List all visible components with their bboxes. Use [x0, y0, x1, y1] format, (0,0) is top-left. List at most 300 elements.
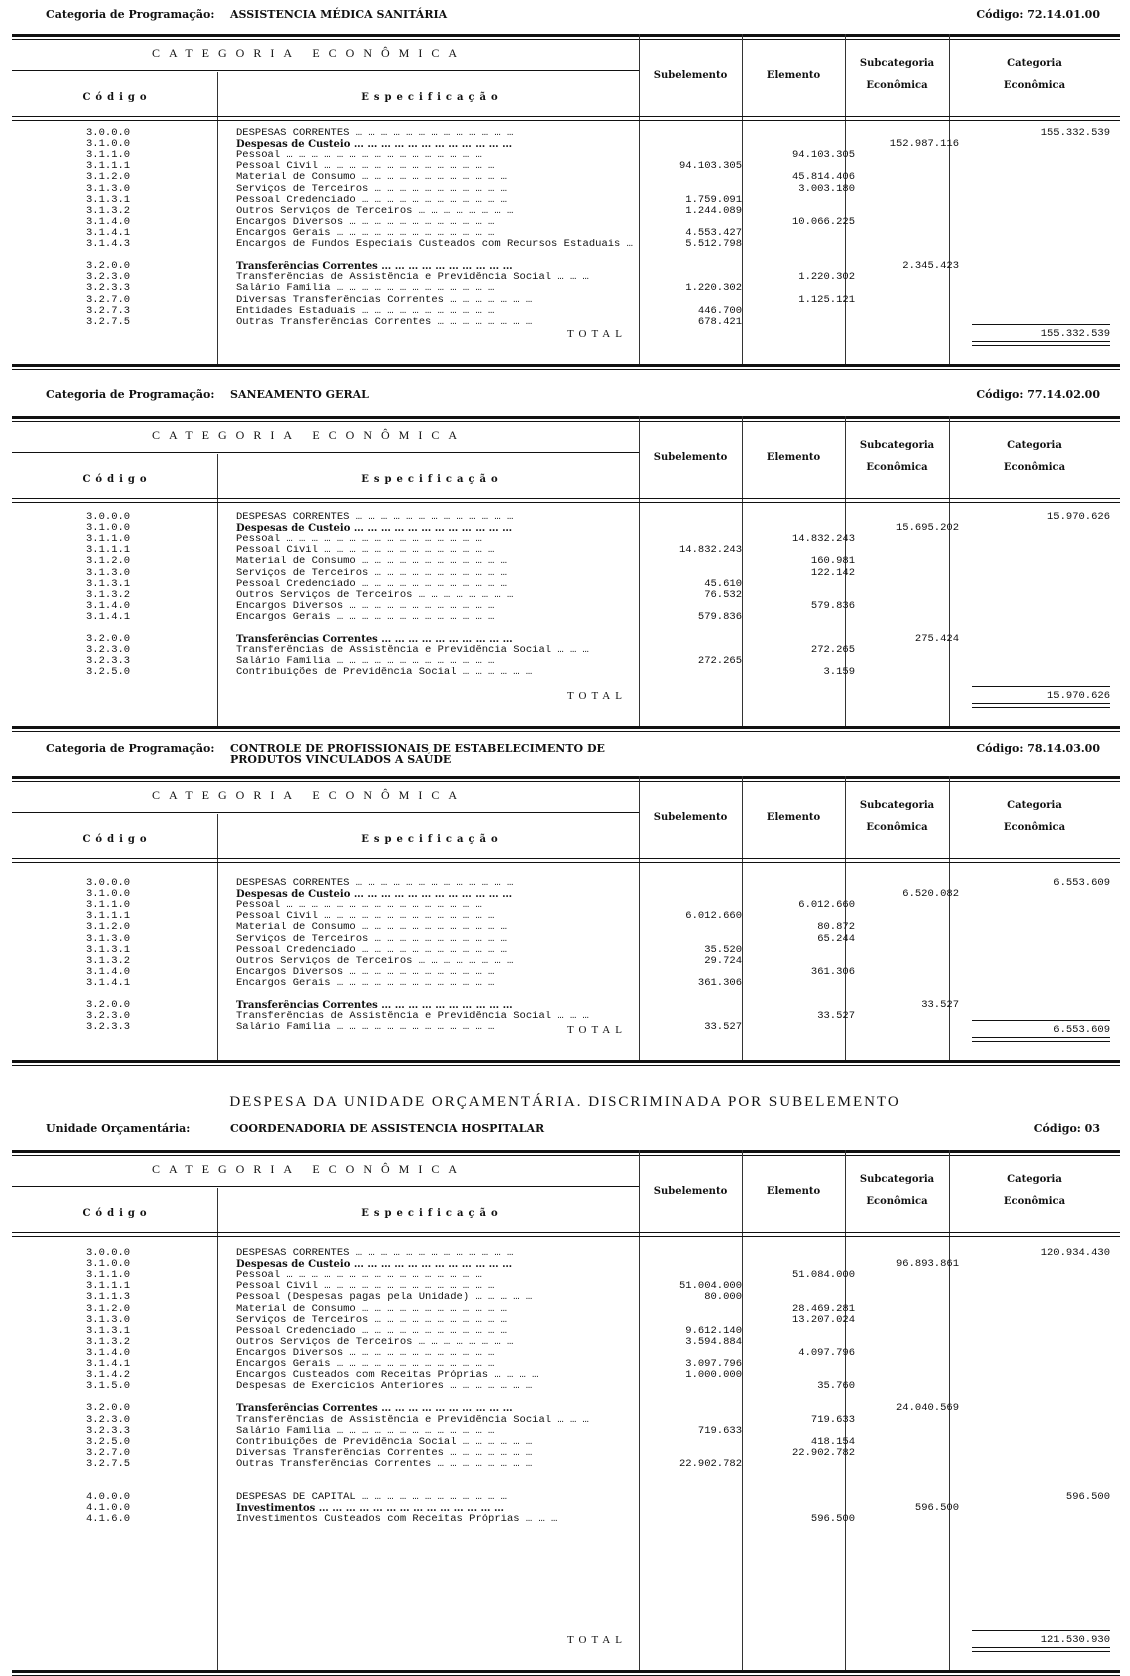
table-row [12, 911, 1120, 922]
row-code: 3.1.3.1 [86, 577, 131, 590]
row-elemento: 13.207.024 [791, 1313, 855, 1326]
table-row [12, 889, 1120, 900]
categoria-header-2: Econômica [1003, 462, 1066, 473]
row-subelemento: 4.553.427 [685, 226, 742, 239]
row-code: 3.1.2.0 [86, 921, 131, 934]
row-description-bold: Transferências Correntes … … … … … … … … … … [236, 261, 513, 273]
row-description: Material de Consumo … … … … … … … … … … … … [236, 172, 507, 184]
table-bottom-rule-thin [12, 369, 1120, 370]
table-row [12, 922, 1120, 933]
table-row [12, 306, 1120, 317]
codigo-header: Código [82, 474, 152, 485]
row-code: 3.1.1.3 [86, 1291, 131, 1304]
program-category-header [0, 8, 1130, 24]
subcategoria-header-2: Econômica [866, 80, 928, 91]
row-description: DESPESAS CORRENTES … … … … … … … … … … … … … [236, 878, 514, 889]
header-bottom-rule-2 [12, 120, 1120, 121]
row-description: Pessoal Civil … … … … … … … … … … … … … … [236, 545, 495, 557]
row-description: Salário Família … … … … … … … … … … … … … [236, 1022, 495, 1034]
row-elemento: 6.012.660 [798, 899, 855, 912]
row-code: 3.1.1.0 [86, 149, 131, 162]
table-row [12, 1348, 1120, 1359]
total-label: TOTAL [567, 690, 627, 702]
row-elemento: 1.220.302 [798, 271, 855, 284]
especificacao-header: Especificação [361, 1208, 503, 1219]
row-code: 3.1.0.0 [86, 522, 131, 535]
row-description: Encargos Gerais … … … … … … … … … … … … … [236, 611, 495, 623]
table-row [12, 195, 1120, 206]
row-code: 3.1.4.0 [86, 599, 131, 612]
budget-table [12, 416, 1120, 726]
row-categoria: 120.934.430 [1040, 1247, 1110, 1259]
table-row [12, 150, 1120, 161]
row-elemento: 1.125.121 [798, 293, 855, 306]
subelemento-header: Subelemento [653, 452, 728, 463]
row-description-bold: Transferências Correntes … … … … … … … … … … [236, 1403, 513, 1415]
table-row [12, 556, 1120, 567]
table-row [12, 228, 1120, 239]
header-bottom-rule-2 [12, 1236, 1120, 1237]
categoria-header: Categoria [1007, 440, 1062, 451]
category-subrule [12, 452, 639, 453]
table-row [12, 1000, 1120, 1011]
row-description: Pessoal (Despesas pagas pela Unidade) … … … … … [236, 1292, 533, 1304]
row-code: 4.0.0.0 [86, 1491, 131, 1504]
row-elemento: 596.500 [810, 1513, 855, 1526]
row-description: Serviços de Terceiros … … … … … … … … … … … [236, 567, 507, 579]
row-description: Pessoal Civil … … … … … … … … … … … … … … [236, 1281, 495, 1293]
table-row [12, 1403, 1120, 1414]
row-description: DESPESAS CORRENTES … … … … … … … … … … … … … [236, 512, 514, 523]
table-row [12, 601, 1120, 612]
row-subcategoria: 24.040.569 [895, 1402, 959, 1415]
categoria-economica-title: CATEGORIA ECONÔMICA [152, 788, 467, 802]
total-value: 15.970.626 [972, 686, 1110, 702]
row-code: 3.0.0.0 [86, 127, 131, 139]
page-banner-title: DESPESA DA UNIDADE ORÇAMENTÁRIA. DISCRIMINADA POR SUBELEMENTO [229, 1094, 901, 1110]
row-elemento: 94.103.305 [791, 149, 855, 162]
codigo-header: Código [82, 834, 152, 845]
program-category-label: Categoria de Programação: [46, 8, 215, 21]
row-code: 3.0.0.0 [86, 877, 131, 889]
row-description: Salário Família … … … … … … … … … … … … … [236, 656, 495, 668]
header-bottom-rule [12, 1232, 1120, 1233]
row-description: Material de Consumo … … … … … … … … … … … … [236, 556, 507, 568]
row-description: Encargos Gerais … … … … … … … … … … … … … [236, 227, 495, 239]
row-code: 4.1.6.0 [86, 1513, 131, 1526]
categoria-economica-title: CATEGORIA ECONÔMICA [152, 46, 467, 60]
table-row [12, 1281, 1120, 1292]
row-code: 3.2.7.0 [86, 1446, 131, 1459]
row-description: Contribuições de Previdência Social … … … … … … [236, 1436, 533, 1448]
category-subrule [12, 70, 639, 71]
table-bottom-rule-thin [12, 1065, 1120, 1066]
row-description: Serviços de Terceiros … … … … … … … … … … … [236, 1314, 507, 1326]
row-elemento: 272.265 [810, 644, 855, 657]
row-description: DESPESAS DE CAPITAL … … … … … … … … … … … … [236, 1492, 507, 1504]
row-description: Serviços de Terceiros … … … … … … … … … … … [236, 183, 507, 195]
table-row [12, 1470, 1120, 1481]
row-description: Material de Consumo … … … … … … … … … … … … [236, 1303, 507, 1315]
row-code: 3.2.3.3 [86, 1021, 131, 1034]
row-description: Pessoal … … … … … … … … … … … … … … … … [236, 150, 482, 162]
row-subcategoria: 33.527 [921, 999, 959, 1012]
row-subcategoria: 15.695.202 [895, 522, 959, 535]
program-category-label: Categoria de Programação: [46, 742, 215, 755]
row-code: 3.2.5.0 [86, 1435, 131, 1448]
table-top-rule [12, 776, 1120, 779]
row-subelemento: 76.532 [704, 588, 742, 601]
table-row [12, 317, 1120, 328]
row-elemento: 4.097.796 [798, 1346, 855, 1359]
row-subelemento: 33.527 [704, 1021, 742, 1034]
table-row [12, 272, 1120, 283]
categoria-header: Categoria [1007, 1174, 1062, 1185]
row-description-bold: Despesas de Custeio … … … … … … … … … … … … [236, 523, 513, 535]
table-top-rule-thin [12, 421, 1120, 422]
table-top-rule [12, 416, 1120, 419]
program-category-name-line2: PRODUTOS VINCULADOS A SAÚDE [230, 753, 452, 766]
row-code: 3.1.3.1 [86, 1324, 131, 1337]
row-description: Transferências de Assistência e Previdência Social … … … [236, 1414, 589, 1426]
table-row [12, 1426, 1120, 1437]
row-subelemento: 719.633 [697, 1424, 742, 1437]
row-code: 3.1.1.1 [86, 910, 131, 923]
row-code: 3.1.0.0 [86, 138, 131, 151]
row-description: Outros Serviços de Terceiros … … … … … … … … [236, 955, 514, 967]
row-subcategoria: 275.424 [914, 633, 959, 646]
row-description: Serviços de Terceiros … … … … … … … … … … … [236, 933, 507, 945]
program-category-name: CONTROLE DE PROFISSIONAIS DE ESTABELECIMENTO DE [230, 742, 605, 755]
row-elemento: 719.633 [810, 1413, 855, 1426]
header-bottom-rule [12, 498, 1120, 499]
table-bottom-rule [12, 726, 1120, 729]
row-description: Salário Família … … … … … … … … … … … … … [236, 283, 495, 295]
row-description: Outras Transferências Correntes … … … … … … … … [236, 1458, 533, 1470]
codigo-header: Código [82, 1208, 152, 1219]
row-code: 3.2.3.0 [86, 1413, 131, 1426]
row-elemento: 80.872 [817, 921, 855, 934]
subcategoria-header: Subcategoria [859, 58, 935, 69]
row-description-bold: Transferências Correntes … … … … … … … … … … [236, 634, 513, 646]
row-subcategoria: 596.500 [914, 1502, 959, 1515]
table-row [12, 1503, 1120, 1514]
row-elemento: 33.527 [817, 1010, 855, 1023]
table-row [12, 956, 1120, 967]
row-subelemento: 22.902.782 [678, 1457, 742, 1470]
row-description-bold: Despesas de Custeio … … … … … … … … … … … … [236, 1259, 513, 1271]
row-code: 3.2.0.0 [86, 260, 131, 273]
row-subelemento: 14.832.243 [678, 544, 742, 557]
row-description: Encargos Diversos … … … … … … … … … … … … [236, 216, 495, 228]
row-description: Pessoal … … … … … … … … … … … … … … … … [236, 1270, 482, 1282]
subcategoria-header-2: Econômica [866, 822, 928, 833]
table-row [12, 612, 1120, 623]
row-description: Pessoal Credenciado … … … … … … … … … … … … [236, 194, 507, 206]
row-description: Diversas Transferências Correntes … … … … … … … [236, 294, 533, 306]
row-description: Pessoal Credenciado … … … … … … … … … … … … [236, 1325, 507, 1337]
subelemento-header: Subelemento [653, 812, 728, 823]
row-code: 3.1.1.0 [86, 899, 131, 912]
table-row [12, 1381, 1120, 1392]
table-bottom-rule [12, 364, 1120, 367]
table-row [12, 217, 1120, 228]
row-description: Pessoal Credenciado … … … … … … … … … … … … [236, 578, 507, 590]
row-categoria: 155.332.539 [1040, 127, 1110, 139]
table-row [12, 184, 1120, 195]
table-row [12, 1259, 1120, 1270]
program-code: Código: 03 [1033, 1122, 1100, 1135]
table-row [12, 261, 1120, 272]
row-description: DESPESAS CORRENTES … … … … … … … … … … … … … [236, 1248, 514, 1259]
row-description: Pessoal … … … … … … … … … … … … … … … … [236, 534, 482, 546]
row-code: 3.2.7.3 [86, 304, 131, 317]
table-row [12, 934, 1120, 945]
row-elemento: 418.154 [810, 1435, 855, 1448]
elemento-header: Elemento [766, 812, 821, 823]
row-description: Pessoal Credenciado … … … … … … … … … … … … [236, 944, 507, 956]
row-subelemento: 579.836 [697, 610, 742, 623]
table-row [12, 1459, 1120, 1470]
row-description: Encargos Custeados com Receitas Próprias … … … … [236, 1370, 539, 1382]
header-bottom-rule-2 [12, 502, 1120, 503]
row-code: 3.1.2.0 [86, 1302, 131, 1315]
row-categoria: 15.970.626 [1046, 511, 1110, 523]
elemento-header: Elemento [766, 1186, 821, 1197]
row-description: Pessoal … … … … … … … … … … … … … … … … [236, 900, 482, 912]
row-description: Transferências de Assistência e Previdência Social … … … [236, 645, 589, 657]
row-description: Pessoal Civil … … … … … … … … … … … … … … [236, 161, 495, 173]
table-top-rule [12, 34, 1120, 37]
row-code: 3.2.3.0 [86, 1010, 131, 1023]
table-bottom-rule [12, 1670, 1120, 1673]
especificacao-header: Especificação [361, 474, 503, 485]
program-category-name: SANEAMENTO GERAL [230, 388, 369, 401]
row-subelemento: 361.306 [697, 976, 742, 989]
total-label: TOTAL [567, 1024, 627, 1036]
row-code: 3.1.3.1 [86, 193, 131, 206]
row-code: 3.1.4.1 [86, 226, 131, 239]
row-code: 3.2.7.5 [86, 1457, 131, 1470]
row-subelemento: 1.220.302 [685, 282, 742, 295]
program-code: Código: 72.14.01.00 [976, 8, 1100, 21]
row-code: 3.2.3.3 [86, 282, 131, 295]
row-code: 3.1.3.2 [86, 588, 131, 601]
especificacao-header: Especificação [361, 92, 503, 103]
table-row [12, 978, 1120, 989]
categoria-header: Categoria [1007, 800, 1062, 811]
row-code: 3.0.0.0 [86, 511, 131, 523]
category-subrule [12, 812, 639, 813]
table-row [12, 139, 1120, 150]
row-subelemento: 29.724 [704, 954, 742, 967]
row-subelemento: 1.244.089 [685, 204, 742, 217]
row-description: Outros Serviços de Terceiros … … … … … … … … [236, 205, 514, 217]
row-description: Contribuições de Previdência Social … … … … … … [236, 667, 533, 679]
total-value: 6.553.609 [972, 1020, 1110, 1036]
program-category-header [0, 1122, 1130, 1138]
row-code: 3.1.4.3 [86, 238, 131, 250]
total-value: 121.530.930 [972, 1630, 1110, 1646]
especificacao-header: Especificação [361, 834, 503, 845]
row-code: 4.1.0.0 [86, 1502, 131, 1515]
row-elemento: 14.832.243 [791, 533, 855, 546]
subcategoria-header: Subcategoria [859, 1174, 935, 1185]
total-value: 155.332.539 [972, 324, 1110, 340]
table-row [12, 1326, 1120, 1337]
subcategoria-header: Subcategoria [859, 800, 935, 811]
table-row [12, 900, 1120, 911]
row-subcategoria: 96.893.861 [895, 1258, 959, 1271]
row-code: 3.1.4.0 [86, 215, 131, 228]
row-code: 3.1.0.0 [86, 888, 131, 901]
row-description: Outros Serviços de Terceiros … … … … … … … … [236, 1336, 514, 1348]
row-code: 3.2.3.3 [86, 1424, 131, 1437]
elemento-header: Elemento [766, 70, 821, 81]
table-bottom-rule [12, 1060, 1120, 1063]
program-category-label: Categoria de Programação: [46, 388, 215, 401]
row-code: 3.2.5.0 [86, 666, 131, 679]
table-row [12, 161, 1120, 172]
row-elemento: 3.159 [823, 666, 855, 679]
row-code: 3.1.4.2 [86, 1369, 131, 1382]
row-description: Encargos Gerais … … … … … … … … … … … … … [236, 977, 495, 989]
row-elemento: 160.981 [810, 555, 855, 568]
categoria-header-2: Econômica [1003, 1196, 1066, 1207]
row-code: 3.1.3.0 [86, 566, 131, 579]
subcategoria-header-2: Econômica [866, 1196, 928, 1207]
row-elemento: 579.836 [810, 599, 855, 612]
table-row [12, 545, 1120, 556]
row-code: 3.1.4.1 [86, 1358, 131, 1370]
row-code: 3.1.3.0 [86, 1313, 131, 1326]
budget-table [12, 34, 1120, 364]
row-code: 3.2.0.0 [86, 1402, 131, 1415]
row-description: Transferências de Assistência e Previdência Social … … … [236, 272, 589, 284]
table-top-rule [12, 1150, 1120, 1153]
table-row [12, 1011, 1120, 1022]
row-code: 3.1.2.0 [86, 555, 131, 568]
table-row [12, 667, 1120, 678]
table-row [12, 945, 1120, 956]
row-categoria: 6.553.609 [1053, 877, 1110, 889]
categoria-header: Categoria [1007, 58, 1062, 69]
table-row [12, 295, 1120, 306]
table-row [12, 534, 1120, 545]
subelemento-header: Subelemento [653, 1186, 728, 1197]
header-bottom-rule [12, 858, 1120, 859]
table-row [12, 967, 1120, 978]
row-code: 3.1.4.0 [86, 1346, 131, 1359]
row-elemento: 122.142 [810, 566, 855, 579]
row-description: Encargos Diversos … … … … … … … … … … … … [236, 1347, 495, 1359]
row-code: 3.1.1.1 [86, 544, 131, 557]
row-subelemento: 45.610 [704, 577, 742, 590]
row-description: Outras Transferências Correntes … … … … … … … … [236, 316, 533, 328]
row-code: 3.2.7.0 [86, 293, 131, 306]
table-row [12, 656, 1120, 667]
row-subelemento: 9.612.140 [685, 1324, 742, 1337]
program-category-name: ASSISTENCIA MÉDICA SANITÁRIA [230, 8, 448, 21]
codigo-header: Código [82, 92, 152, 103]
row-subelemento: 272.265 [697, 655, 742, 668]
row-code: 3.2.3.0 [86, 271, 131, 284]
header-bottom-rule [12, 116, 1120, 117]
table-row [12, 645, 1120, 656]
row-subelemento: 1.759.091 [685, 193, 742, 206]
row-code: 3.1.4.1 [86, 976, 131, 989]
row-subcategoria: 2.345.423 [902, 260, 959, 273]
program-category-label: Unidade Orçamentária: [46, 1122, 191, 1135]
row-description: Despesas de Exercícios Anteriores … … … … … … … [236, 1381, 533, 1393]
row-description: Encargos Gerais … … … … … … … … … … … … … [236, 1359, 495, 1370]
table-row [12, 1437, 1120, 1448]
row-description: Material de Consumo … … … … … … … … … … … … [236, 922, 507, 934]
row-description: Salário Família … … … … … … … … … … … … … [236, 1425, 495, 1437]
row-subelemento: 3.097.796 [685, 1358, 742, 1370]
total-label: TOTAL [567, 1634, 627, 1646]
row-elemento: 65.244 [817, 932, 855, 945]
program-category-header [0, 388, 1130, 404]
total-label: TOTAL [567, 328, 627, 340]
row-code: 3.2.0.0 [86, 633, 131, 646]
row-code: 3.1.3.2 [86, 954, 131, 967]
elemento-header: Elemento [766, 452, 821, 463]
subcategoria-header-2: Econômica [866, 462, 928, 473]
row-code: 3.1.3.2 [86, 204, 131, 217]
row-code: 3.1.0.0 [86, 1258, 131, 1271]
row-code: 3.2.7.5 [86, 315, 131, 328]
row-code: 3.2.0.0 [86, 999, 131, 1012]
row-elemento: 35.760 [817, 1380, 855, 1393]
row-code: 3.1.4.0 [86, 965, 131, 978]
row-subelemento: 51.004.000 [678, 1280, 742, 1293]
row-categoria: 596.500 [1065, 1491, 1110, 1504]
subelemento-header: Subelemento [653, 70, 728, 81]
program-code: Código: 77.14.02.00 [976, 388, 1100, 401]
table-row [12, 579, 1120, 590]
table-row [12, 1337, 1120, 1348]
row-elemento: 28.469.281 [791, 1302, 855, 1315]
table-row [12, 1359, 1120, 1370]
row-description: Encargos Diversos … … … … … … … … … … … … [236, 966, 495, 978]
row-subelemento: 446.700 [697, 304, 742, 317]
table-row [12, 523, 1120, 534]
table-row [12, 283, 1120, 294]
row-code: 3.1.1.1 [86, 160, 131, 173]
categoria-economica-title: CATEGORIA ECONÔMICA [152, 1162, 467, 1176]
table-row [12, 590, 1120, 601]
table-row [12, 1514, 1120, 1525]
row-code: 3.2.3.0 [86, 644, 131, 657]
table-row [12, 1022, 1120, 1033]
row-code: 3.1.3.0 [86, 182, 131, 195]
row-code: 3.1.3.0 [86, 932, 131, 945]
categoria-header-2: Econômica [1003, 822, 1066, 833]
row-code: 3.1.5.0 [86, 1380, 131, 1393]
table-row [12, 1370, 1120, 1381]
row-code: 3.1.3.2 [86, 1335, 131, 1348]
row-code: 3.1.1.0 [86, 533, 131, 546]
subcategoria-header: Subcategoria [859, 440, 935, 451]
categoria-header-2: Econômica [1003, 80, 1066, 91]
table-row [12, 1481, 1120, 1492]
row-subcategoria: 152.987.116 [889, 138, 959, 151]
table-row [12, 568, 1120, 579]
program-category-name: COORDENADORIA DE ASSISTENCIA HOSPITALAR [230, 1122, 545, 1135]
program-code: Código: 78.14.03.00 [976, 742, 1100, 755]
row-description: Outros Serviços de Terceiros … … … … … … … … [236, 589, 514, 601]
